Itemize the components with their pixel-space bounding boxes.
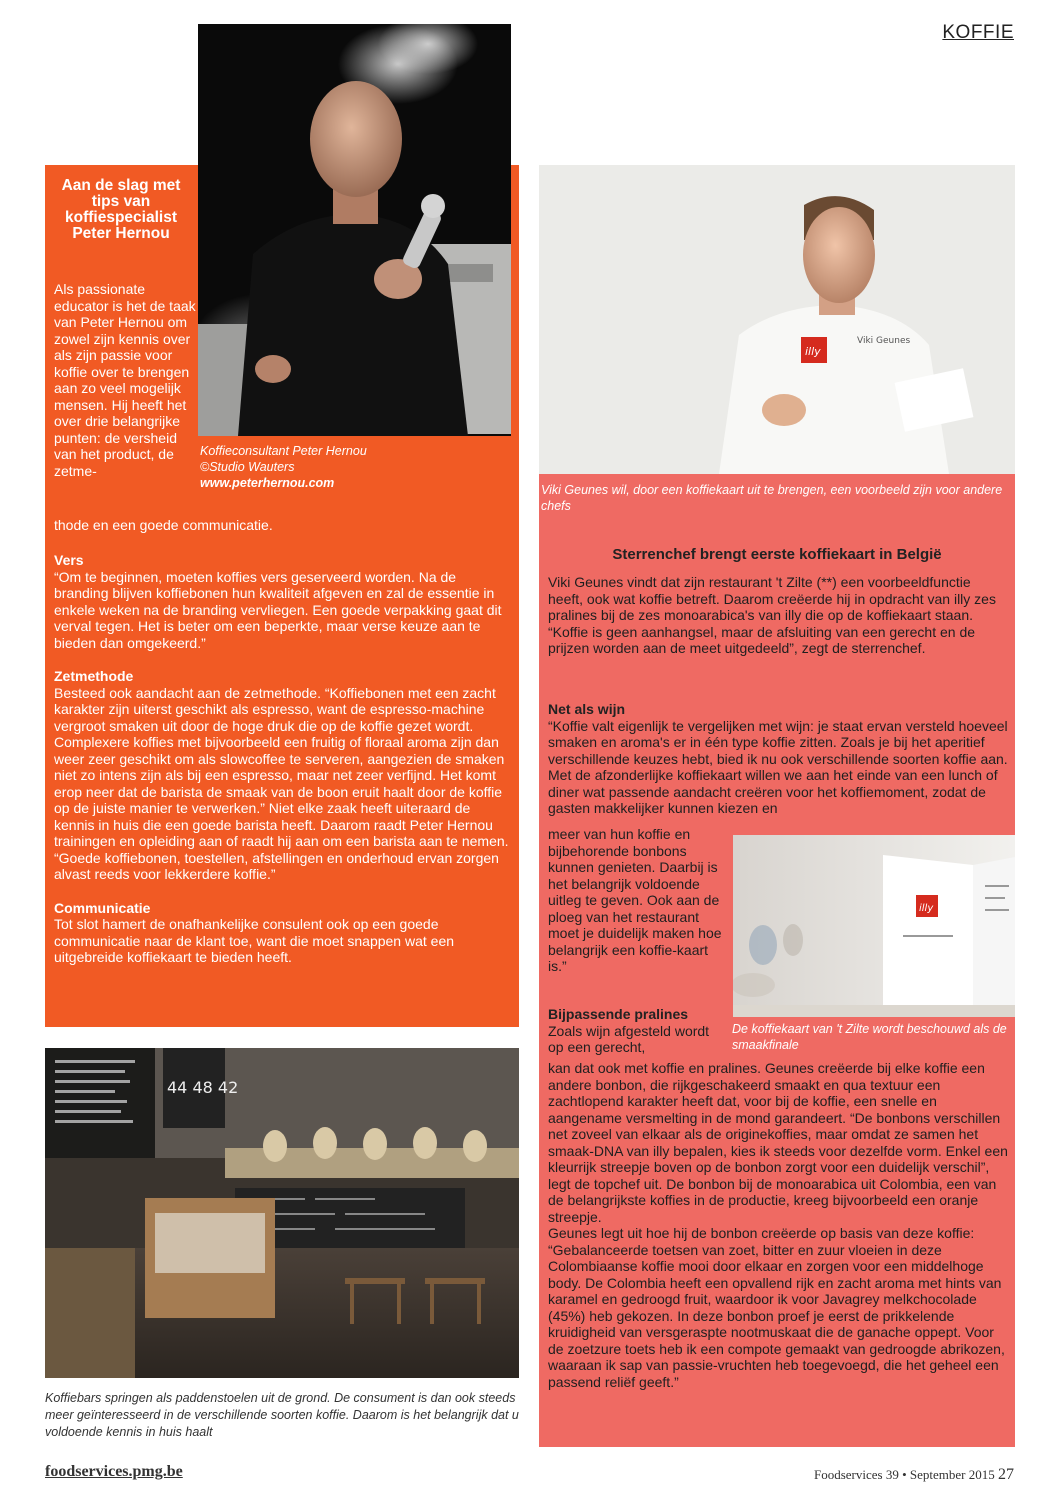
right-intro [548, 574, 1008, 657]
section-heading: Vers [54, 552, 84, 568]
section-tag: KOFFIE [942, 22, 1014, 43]
viki-geunes-illustration [539, 165, 1015, 474]
section-heading: Communicatie [54, 899, 151, 916]
peter-hernou-photo [198, 24, 511, 436]
left-article-title: Aan de slag met tips van koffiespecialist Peter Hernou [61, 177, 181, 242]
right-intro-text: Viki Geunes vindt dat zijn restaurant 't Zilte (**) een voorbeeldfunctie heeft, ook wat koffie betreft. Daarom creëerde hij in opdracht van illy zes pralines bij de zes monoarabica's van illy die op de koffiekaart staan. “Koffie is geen aanhangsel, maar de afsluiting van een gerecht en de prijzen worden aan de meet uitgedeeld”, zegt de sterrenchef. [548, 574, 996, 656]
right-article-title: Sterrenchef brengt eerste koffiekaart in België [612, 546, 942, 563]
section-text: “Om te beginnen, moeten koffies vers geserveerd worden. Na de branding blijven koffiebonen hun kwaliteit afgeven en zal de essentie in enkele weken na de branding vervliegen. Een goede verpakking gaat dit verval tegen. Het is beter om een beperkte, maar verse keuze aan te bieden dan omgekeerd.” [54, 568, 502, 651]
coffee-card-illustration [733, 835, 1015, 1017]
coffee-bar-photo [45, 1048, 519, 1378]
left-intro-text: Als passionate educator is het de taak van Peter Hernou om zowel zijn kennis over als zijn passie voor koffie over te brengen aan zo veel mogelijk mensen. Hij heeft het over drie belangrijke punten: de versheid van het product, de zetme- [54, 281, 196, 479]
peter-photo-caption [200, 443, 400, 491]
left-intro-tail-text: thode en een goede communicatie. [54, 517, 273, 533]
section-net-als-wijn [548, 701, 1008, 817]
section-text: Geunes legt uit hoe hij de bonbon creëerde op basis van deze koffie: “Gebalanceerde toetsen van zoet, bitter en zuur vloeien in deze Colombiaanse koffie mooi door elkaar en zorgen voor een middelhoge body. De Colombia heeft een opvallend rijk en zacht aroma met hints van karamel en gedroogd fruit, waardoor ik voor Javagrey melkchocolade (45%) heb gekozen. In deze bonbon proef je eerst de prikkelende kruidigheid van versgeraspte nootmuskaat die de ganache oppept. Voor de zoetzure toets heb ik een compote gemaakt van gedroogde abrikozen, waaraan ik sap van passie-vruchten heb toegevoegd, die het geheel een passend reliëf geeft.” [548, 1225, 1005, 1390]
section-text: Besteed ook aandacht aan de zetmethode. “Koffiebonen met een zacht karakter zijn uiterst geschikt als espresso, want de espresso-machine vergroot smaken uit door de hoge druk die op de koffie gezet wordt. Complexere koffies met bijvoorbeeld een fruitig of floraal aroma zijn dan weer zeer geschikt om als slowcoffee te serveren, aangezien de smaken niet zo intens zijn als bij een espresso, maar net zeer verfijnd. Het komt erop neer dat de barista de smaak van de boon eruit haalt door de koffie op de juiste manier te verwerken.” Niet elke zaak heeft uiteraard de kennis in huis die een goede barista heeft. Daarom raadt Peter Hernou trainingen en opleiding aan of raadt hij aan om een barista aan te nemen. “Goede koffiebonen, toestellen, afstellingen en onderhoud ervan zorgen alvast reeds voor lekkerdere koffie.” [54, 684, 509, 882]
coffee-card-photo [733, 835, 1015, 1017]
caption-link[interactable]: www.peterhernou.com [200, 476, 335, 490]
section-text: Tot slot hamert de onafhankelijke consulent ook op een goede communicatie naar de klant toe, want die moet snappen wat een uitgebreide koffiekaart te bieden heeft. [54, 916, 455, 965]
section-bijpassende-pralines [548, 1006, 728, 1056]
section-text: kan dat ook met koffie en pralines. Geunes creëerde bij elke koffie een andere bonbon, die rijkgeschakeerd smaakt en qua textuur een zachtlopend karakter heeft dat, voor bij de koffie, een snelle en aangename versmelting in de mond garandeert. “De bonbons verschillen net zoveel van elkaar als de originekoffies, maar omdat ze samen het smaak-DNA van illy bepalen, kies ik steeds voor dezelfde vorm. Enkel een kleurrijk streepje boven op de bonbon zorgt voor een duidelijk verschil”, legt de topchef uit. De bonbon bij de monoarabica uit Colombia, een van de belangrijkste koffies in de productie, kreeg bijvoorbeeld een oranje streepje. [548, 1060, 1008, 1225]
section-heading: Bijpassende pralines [548, 1006, 689, 1022]
coffee-bar-illustration [45, 1048, 519, 1378]
coffee-card-caption: De koffiekaart van 't Zilte wordt beschouwd als de smaakfinale [732, 1022, 1007, 1052]
apron-name: Viki Geunes [857, 336, 911, 346]
page-number: 27 [998, 1466, 1014, 1483]
apron-logo-text: illy [805, 345, 821, 358]
section-heading: Net als wijn [548, 701, 626, 717]
section-communicatie [54, 900, 514, 966]
section-text: meer van hun koffie en bijbehorende bonbons kunnen genieten. Daarbij is het belangrijk voldoende uitleg te geven. Ook aan de ploeg van het restaurant moet je duidelijk maken hoe belangrijk een koffie-kaart is.” [548, 826, 722, 974]
section-text: Zoals wijn afgesteld wordt op een gerecht, [548, 1022, 710, 1055]
footer-issue-text: Foodservices 39 • September 2015 [814, 1467, 995, 1482]
left-body [54, 552, 514, 983]
footer-website-link[interactable]: foodservices.pmg.be [45, 1463, 183, 1480]
left-intro [54, 281, 200, 479]
card-logo-text: illy [919, 903, 934, 914]
section-heading: Zetmethode [54, 668, 134, 684]
net-als-wijn-continued [548, 826, 728, 975]
section-zetmethode [54, 668, 514, 883]
caption-line: ©Studio Wauters [200, 460, 295, 474]
peter-hernou-illustration [198, 24, 511, 436]
board-numbers: 44 48 42 [167, 1078, 239, 1097]
viki-geunes-photo [539, 165, 1015, 474]
coffee-bar-caption: Koffiebars springen als paddenstoelen uit de grond. De consument is dan ook steeds meer geïnteresseerd in de verschillende soorten koffie. Daarom is het belangrijk dat u voldoende kennis in huis haalt [45, 1391, 519, 1439]
left-intro-tail [54, 517, 514, 534]
viki-photo-caption: Viki Geunes wil, door een koffiekaart uit te brengen, een voorbeeld zijn voor andere chefs [541, 483, 1003, 513]
caption-line: Koffieconsultant Peter Hernou [200, 444, 367, 458]
section-vers [54, 552, 514, 651]
pralines-continued [548, 1060, 1008, 1390]
footer-issue [814, 1466, 1014, 1484]
section-text: “Koffie valt eigenlijk te vergelijken met wijn: je staat ervan versteld hoeveel smaken en aroma's er in één type koffie zitten. Zoals je bij het aperitief verschillende keuzes hebt, bied ik nu ook verschillende soorten koffie aan. Met de afzonderlijke koffiekaart willen we aan het einde van een lunch of diner wat passende aandacht creëren voor het koffiemoment, zodat de gasten makkelijker kunnen kiezen en [548, 717, 1008, 816]
